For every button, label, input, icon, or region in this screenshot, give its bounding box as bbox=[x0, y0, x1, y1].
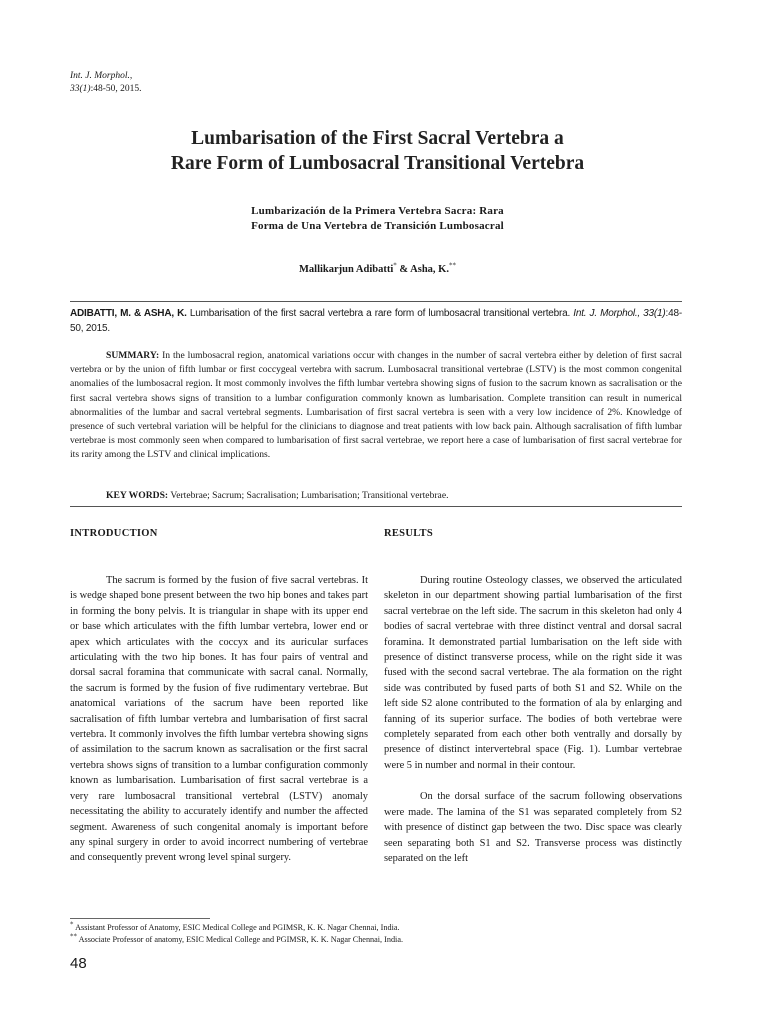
citation-block bbox=[70, 306, 682, 336]
introduction-column bbox=[70, 573, 368, 866]
footnote-1 bbox=[70, 922, 682, 934]
citation-journal: Int. J. Morphol., 33(1) bbox=[573, 308, 666, 319]
footnote-1-mark: * bbox=[70, 920, 74, 929]
author-1-mark: * bbox=[393, 261, 397, 270]
footnote-2-text: Associate Professor of anatomy, ESIC Medical College and PGIMSR, K. K. Nagar Chennai, India. bbox=[77, 935, 403, 944]
summary-block bbox=[70, 349, 682, 463]
author-list bbox=[70, 261, 685, 275]
journal-volume: 33(1) bbox=[70, 84, 91, 94]
introduction-paragraph-1: The sacrum is formed by the fusion of five sacral vertebras. It is wedge shaped bone present between the two hip bones and takes part in forming the bony pelvis. It is triangular in shape with its upper end or base which articulates with the fifth lumbar vertebra, lower end or apex which articulates with the coccyx and its auricular surfaces articulating with the two hip bones. It has four pairs of ventral and dorsal sacral foramina that communicate with sacral canal. Normally, the sacrum is formed by the fusion of five rudimentary vertebrae. But anatomical variations of the sacrum have been reported like sacralisation of fifth lumbar vertebra and lumbarisation of first sacral vertebra. It commonly involves the fifth lumbar vertebra showing signs of assimilation to the sacrum known as sacralisation or the first sacral vertebra shows signs of transition to a lumbar configuration commonly known as lumbarisation. Lumbarisation of first sacral vertebrae is a very rare lumbosacral transitional vertebral (LSTV) anomaly necessitating the ability to accurately identify and number the affected segment. Awareness of such congenital anomaly is important before any spinal surgery in order to avoid incorrect numbering of vertebrae and consequently prevent wrong level spinal surgery. bbox=[70, 575, 368, 864]
subtitle-line-2: Forma de Una Vertebra de Transición Lumbosacral bbox=[251, 220, 504, 232]
results-paragraph-2: On the dorsal surface of the sacrum following observations were made. The lamina of the S1 was separated completely from S2 with presence of distinct gap between the two. Disc space was clearly seen separating both S1 and S2. Transverse process was distinctly separated on the left bbox=[384, 791, 682, 864]
article-subtitle bbox=[70, 204, 685, 234]
author-2: Asha, K. bbox=[410, 264, 449, 275]
journal-name: Int. J. Morphol., bbox=[70, 71, 133, 81]
summary-label: SUMMARY: bbox=[106, 350, 160, 361]
footnote-1-text: Assistant Professor of Anatomy, ESIC Medical College and PGIMSR, K. K. Nagar Chennai, India. bbox=[73, 923, 400, 932]
article-title bbox=[70, 126, 685, 176]
footnotes bbox=[70, 922, 682, 946]
results-column bbox=[384, 573, 682, 866]
keywords-label: KEY WORDS: bbox=[106, 490, 169, 501]
keywords-text: Vertebrae; Sacrum; Sacralisation; Lumbarisation; Transitional vertebrae. bbox=[168, 490, 449, 501]
author-2-mark: ** bbox=[448, 261, 456, 270]
keywords-bottom-rule bbox=[70, 506, 682, 507]
footnote-rule bbox=[70, 918, 210, 919]
citation-pages: :48-50, 2015. bbox=[70, 308, 682, 334]
title-line-1: Lumbarisation of the First Sacral Vertebra a bbox=[191, 128, 564, 149]
introduction-heading: INTRODUCTION bbox=[70, 528, 158, 539]
title-line-2: Rare Form of Lumbosacral Transitional Vertebra bbox=[170, 153, 585, 174]
page-number: 48 bbox=[70, 955, 87, 972]
keywords-block bbox=[106, 489, 682, 503]
results-paragraph-1: During routine Osteology classes, we observed the articulated skeleton in our department showing partial lumbarisation of the first sacral vertebrae on the left side. The sacrum in this skeleton had only 4 bodies of sacral vertebrae with three distinct ventral and dorsal sacral foramina. It demonstrated partial lumbarisation on the left side with presence of distinct transverse process, while on the right side it was fused with the second sacral vertebrae. The ala formation on the right side was contributed by fused parts of both S1 and S2. While on the left side S2 alone contributed to the formation of ala by enlarging and fanning of its superior surface. The bodies of both vertebrae were completely separated from each other both ventrally and dorsally by presence of distinct intervertebral space (Fig. 1). Lumbar vertebrae were 5 in number and normal in their contour. bbox=[384, 575, 682, 771]
journal-reference bbox=[70, 70, 142, 96]
citation-text: Lumbarisation of the first sacral vertebra a rare form of lumbosacral transitional vertebra. bbox=[186, 308, 574, 319]
author-separator: & bbox=[396, 264, 411, 275]
results-heading: RESULTS bbox=[384, 528, 433, 539]
journal-volume-line bbox=[70, 83, 142, 96]
citation-top-rule bbox=[70, 301, 682, 302]
citation-authors: ADIBATTI, M. & ASHA, K. bbox=[70, 308, 187, 319]
subtitle-line-1: Lumbarización de la Primera Vertebra Sacra: Rara bbox=[251, 205, 504, 217]
footnote-2 bbox=[70, 934, 682, 946]
journal-pages: :48-50, 2015. bbox=[90, 84, 142, 94]
footnote-2-mark: ** bbox=[70, 932, 77, 941]
author-1: Mallikarjun Adibatti bbox=[299, 264, 394, 275]
summary-text: In the lumbosacral region, anatomical variations occur with changes in the number of sacral vertebra either by deletion of first sacral vertebra or by the union of fifth lumbar or first coccygeal vertebra with sacrum. Lumbosacral transitional vertebrae (LSTV) is the most common congenital anomalies of the lumbosacral region. It most commonly involves the fifth lumbar vertebra showing signs of fusion to the sacrum known as sacralisation or the first sacral vertebra shows signs of transition to a lumbar configuration commonly known as lumbarisation. Complete transition can result in numerical abnormalities of the lumbar and sacral vertebral segments. Lumbarisation of first sacral vertebra is seen with a very low incidence of 2%. Knowledge of presence of such vertebral variation will be helpful for the clinicians to diagnose and treat patients with low back pain. Although sacralisation of fifth lumbar vertebrae is most commonly seen when compared to lumbarisation of first sacral vertebrae, we report here a case of lumbarisation of first sacral vertebrae for its rarity among the LSTV and clinical implications. bbox=[70, 350, 682, 461]
